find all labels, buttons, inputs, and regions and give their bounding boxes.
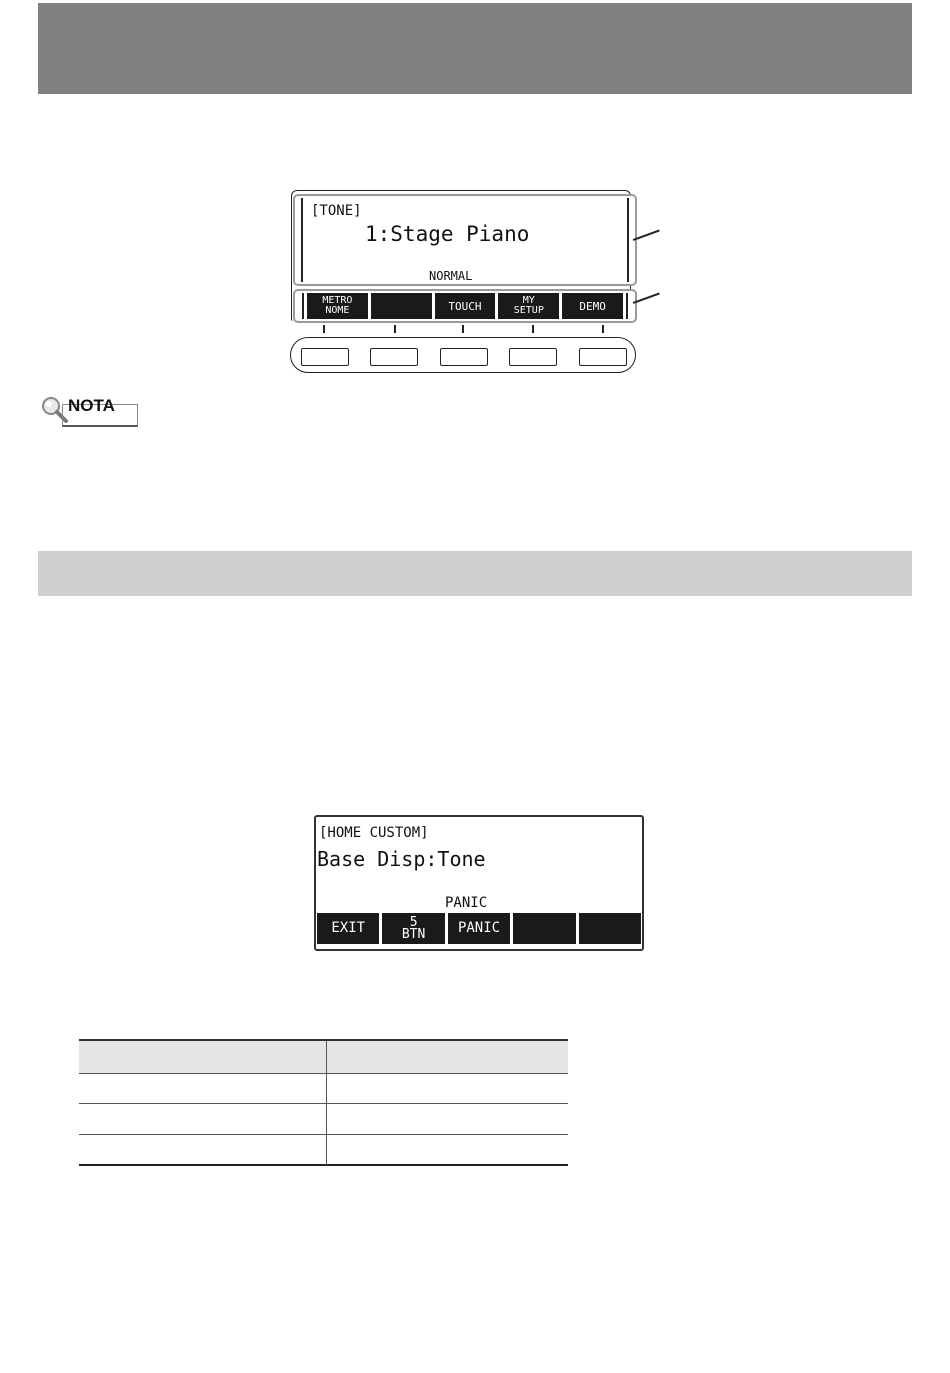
lcd-main-inner [301,198,629,282]
header-banner [38,3,912,94]
settings-table [79,1039,568,1166]
table-row [79,1134,568,1135]
table-column-divider [326,1041,327,1165]
nota-marker [40,395,140,427]
section-banner [38,551,912,596]
lcd2-key-4 [513,913,575,944]
function-key-labels [302,293,628,319]
panel-button-3[interactable] [440,348,488,366]
lcd2-title: [HOME CUSTOM] [319,825,429,841]
button-tick-1 [323,325,325,333]
lcd-tone-name: 1:Stage Piano [365,222,530,246]
table-header-row [79,1039,568,1074]
table-row [79,1103,568,1104]
lcd-title: [TONE] [311,203,362,219]
nota-label: NOTA [68,396,115,415]
function-key-label-5: DEMO [562,293,623,319]
lcd-main-area [293,194,637,286]
panel-button-1[interactable] [301,348,349,366]
button-tick-2 [394,325,396,333]
panel-button-2[interactable] [370,348,418,366]
function-key-label-2 [371,293,432,319]
button-tick-4 [532,325,534,333]
table-bottom-rule [79,1164,568,1166]
button-tick-5 [602,325,604,333]
function-key-label-4: MY SETUP [498,293,559,319]
function-key-label-3: TOUCH [435,293,496,319]
lcd2-sub-line: PANIC [445,895,488,911]
function-key-label-1: METRO NOME [307,293,368,319]
lcd-mode: NORMAL [429,269,473,282]
lcd2-key-2: 5 BTN [382,913,444,944]
lcd2-main-line: Base Disp:Tone [317,847,486,871]
panel-button-4[interactable] [509,348,557,366]
panel-button-5[interactable] [579,348,627,366]
lcd-function-row [293,289,637,323]
home-custom-display [314,815,644,951]
lcd2-function-keys [317,913,641,944]
lcd2-key-5 [579,913,641,944]
button-panel [290,337,636,373]
lcd2-key-1: EXIT [317,913,379,944]
button-tick-3 [462,325,464,333]
lcd2-key-3: PANIC [448,913,510,944]
